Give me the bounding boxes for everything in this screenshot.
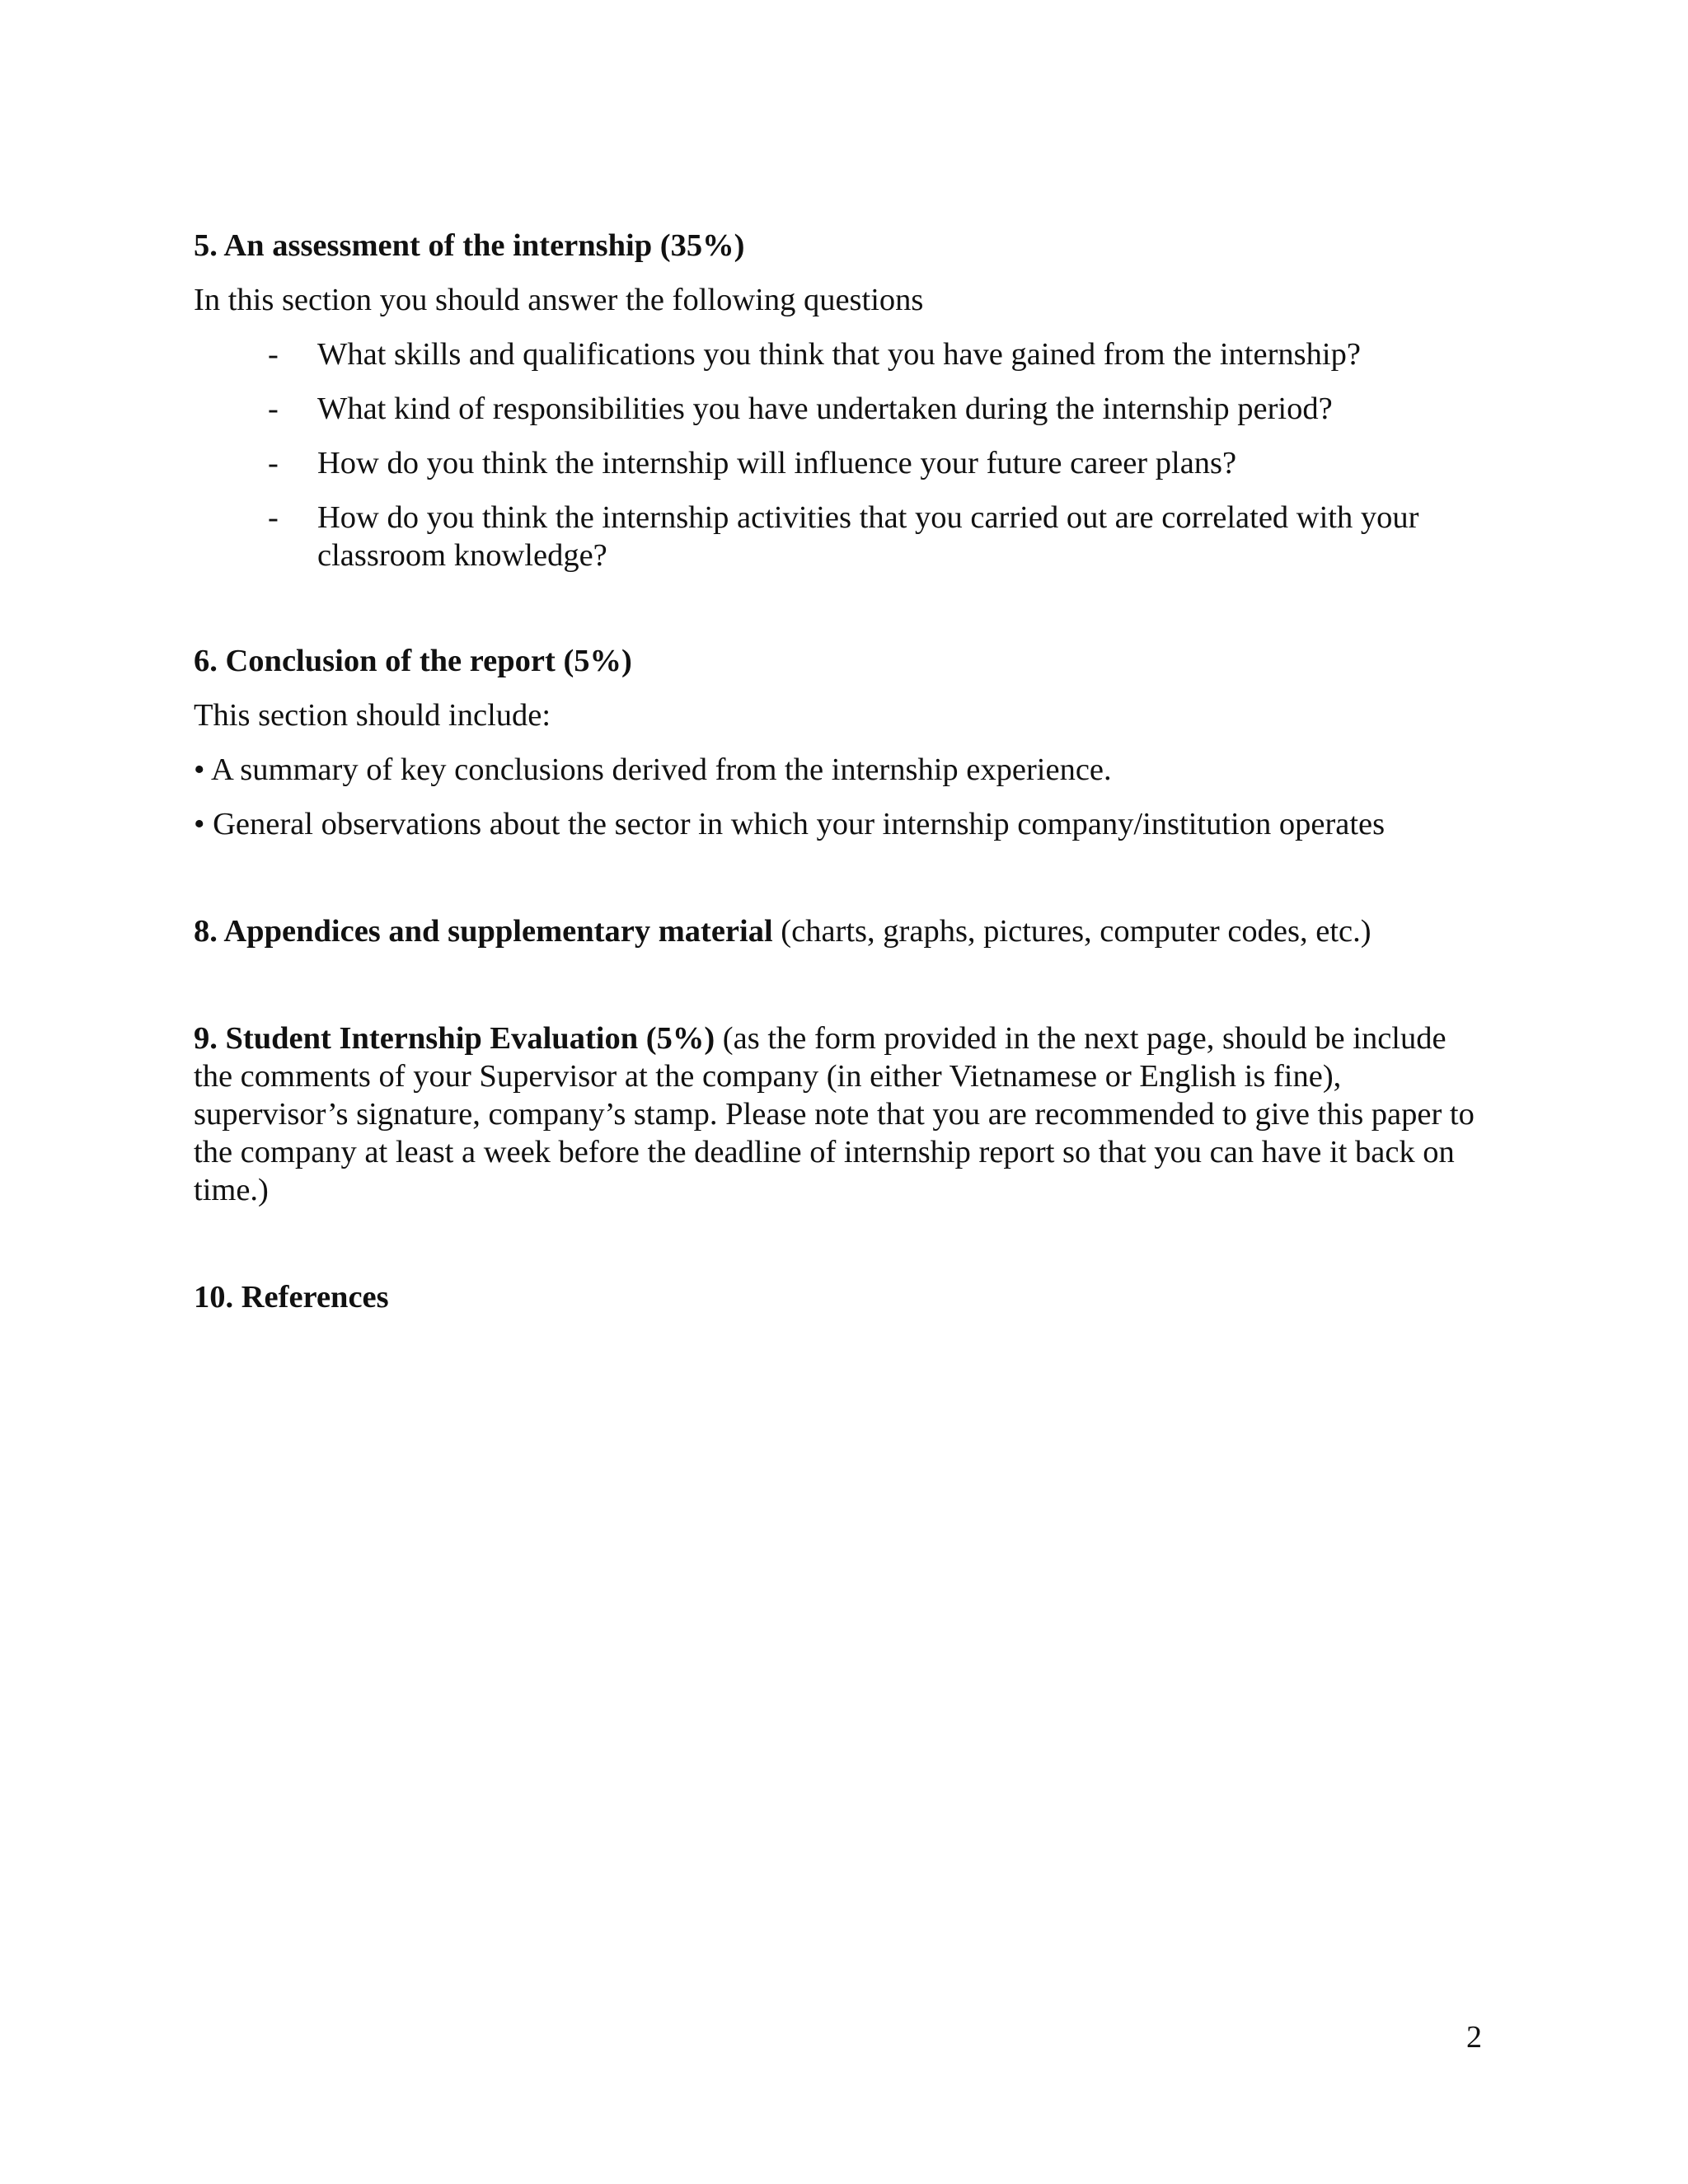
section-8-title: 8. Appendices and supplementary material bbox=[194, 914, 773, 949]
list-item bbox=[194, 444, 1479, 482]
question-text: What kind of responsibilities you have undertaken during the internship period? bbox=[317, 391, 1333, 426]
dash-marker: - bbox=[268, 446, 279, 480]
section-9-title: 9. Student Internship Evaluation (5%) bbox=[194, 1021, 715, 1056]
section-6-heading: 6. Conclusion of the report (5%) bbox=[194, 644, 632, 678]
list-item bbox=[194, 499, 1479, 574]
section-5 bbox=[194, 227, 1479, 574]
section-10 bbox=[194, 1278, 1479, 1319]
question-text: How do you think the internship activities that you carried out are correlated with your classroom knowledge? bbox=[317, 500, 1419, 573]
section-9-description: (as the form provided in the next page, should be include the comments of your Supervisor at the company (in either Vietnamese or English is fine), supervisor’s signature, company’s stamp. Please note that you are recommended to give this paper to the company at least a week before the deadline of internship report so that you can have it back on time.) bbox=[194, 1021, 1475, 1207]
list-item: • General observations about the sector in which your internship company/institution operates bbox=[194, 807, 1386, 841]
list-item bbox=[194, 390, 1479, 428]
section-9-paragraph bbox=[194, 1019, 1479, 1209]
section-9 bbox=[194, 1019, 1479, 1209]
dash-marker: - bbox=[268, 500, 279, 535]
section-6 bbox=[194, 642, 1479, 843]
list-item: • A summary of key conclusions derived from the internship experience. bbox=[194, 752, 1112, 787]
section-10-heading: 10. References bbox=[194, 1280, 389, 1315]
page-content bbox=[194, 227, 1479, 1319]
dash-marker: - bbox=[268, 337, 279, 372]
section-5-heading: 5. An assessment of the internship (35%) bbox=[194, 228, 745, 263]
page-number: 2 bbox=[1466, 2020, 1482, 2055]
section-8-description: (charts, graphs, pictures, computer codes, etc.) bbox=[772, 914, 1372, 949]
question-text: How do you think the internship will influence your future career plans? bbox=[317, 446, 1237, 480]
question-text: What skills and qualifications you think that you have gained from the internship? bbox=[317, 337, 1361, 372]
list-item bbox=[194, 335, 1479, 373]
section-8 bbox=[194, 912, 1479, 950]
section-6-intro: This section should include: bbox=[194, 698, 551, 733]
section-5-intro: In this section you should answer the following questions bbox=[194, 283, 924, 317]
section-8-heading bbox=[194, 912, 1479, 950]
dash-marker: - bbox=[268, 391, 279, 426]
question-list bbox=[194, 335, 1479, 574]
